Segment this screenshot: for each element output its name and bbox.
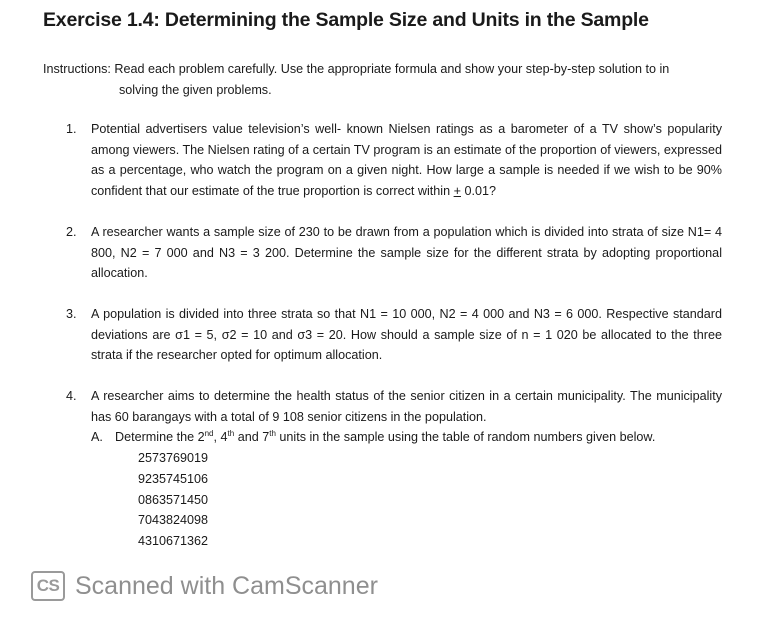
camscanner-watermark — [31, 571, 378, 601]
subproblem-text-part: units in the sample using the table of random numbers given below. — [275, 430, 656, 445]
problem-text-part: 0.01? — [460, 184, 496, 199]
subproblem-text-part: Determine the 2 — [115, 430, 205, 445]
watermark-text: Scanned with CamScanner — [75, 571, 378, 600]
problem-text-part: Potential advertisers value television’s well- known Nielsen ratings as a barometer of a TV show’s popularity among viewers. The Nielsen rating of a certain TV program is an estimate of the proportion of viewers, expressed as a percentage, who watch the program on a given night. How large a sample is needed if we wish to be 90% confident that our estimate of the true proportion is correct within — [91, 122, 722, 199]
problem-number: 3. — [66, 306, 77, 321]
instructions — [43, 59, 733, 101]
ordinal-suffix: th — [269, 429, 276, 439]
problem-text: A population is divided into three strata so that N1 = 10 000, N2 = 4 000 and N3 = 6 000. Respective standard deviations are σ1 = 5, σ2 = 10 and σ3 = 20. How should a sample size of n = 1 020 be allocated to the three strata if the researcher opted for optimum allocation. — [91, 306, 722, 363]
problem-text — [91, 119, 722, 202]
random-number-row: 4310671362 — [138, 533, 209, 548]
problem-number: 4. — [66, 389, 77, 404]
random-number-row: 9235745106 — [138, 471, 209, 486]
problem-4 — [66, 386, 722, 552]
instructions-line-1: Instructions: Read each problem carefully. Use the appropriate formula and show your step-by-step solution to in — [43, 62, 670, 76]
camscanner-logo-icon: CS — [31, 571, 65, 601]
ordinal-suffix: nd — [204, 429, 214, 439]
subproblem-text — [115, 427, 722, 448]
subproblem-a — [91, 427, 722, 448]
subproblem-text-part: , 4 — [213, 430, 228, 445]
problem-text: A researcher aims to determine the health status of the senior citizen in a certain municipality. The municipality has 60 barangays with a total of 9 108 senior citizens in the population. — [91, 389, 722, 424]
subproblem-text-part: and 7 — [234, 430, 270, 445]
problem-1 — [66, 119, 722, 202]
problem-text: A researcher wants a sample size of 230 to be drawn from a population which is divided into strata of size N1= 4 800, N2 = 7 000 and N3 = 3 200. Determine the sample size for the different strata by adopting proportional allocation. — [91, 224, 722, 281]
exercise-title: Exercise 1.4: Determining the Sample Size and Units in the Sample — [43, 9, 649, 31]
plus-minus-symbol: + — [453, 184, 461, 199]
random-number-table — [138, 448, 722, 552]
random-number-row: 2573769019 — [138, 451, 209, 466]
problem-3 — [66, 304, 722, 366]
instructions-line-2: solving the given problems. — [119, 83, 272, 97]
problem-2 — [66, 222, 722, 284]
random-number-row: 7043824098 — [138, 513, 209, 528]
random-number-row: 0863571450 — [138, 492, 209, 507]
problem-number: 2. — [66, 224, 77, 239]
problem-number: 1. — [66, 122, 77, 136]
ordinal-suffix: th — [227, 429, 235, 439]
problem-list — [66, 119, 722, 572]
subproblem-letter: A. — [91, 430, 103, 445]
